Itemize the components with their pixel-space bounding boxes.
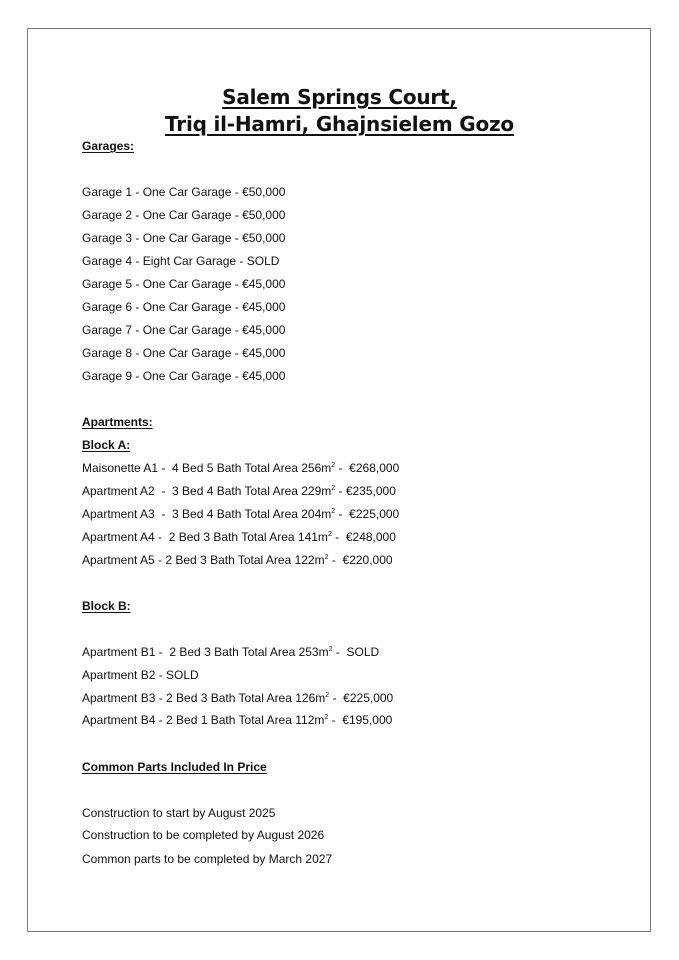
apartment-item: Apartment A3 - 3 Bed 4 Bath Total Area $204m^2$ - €225,000 — [82, 507, 400, 521]
apartment-item: Maisonette A1 - 4 Bed 5 Bath Total Area $256m^2$ - €268,000 — [82, 461, 400, 475]
page-title-line-2: Triq il-Hamri, Ghajnsielem Gozo — [165, 112, 514, 136]
apartment-item: Apartment B1 - 2 Bed 3 Bath Total Area $253m^2$ - SOLD — [82, 645, 380, 659]
garage-item: Garage 7 - One Car Garage - €45,000 — [82, 323, 286, 337]
block-b-heading: Block B: — [82, 599, 131, 613]
apartment-item: Apartment A5 - 2 Bed 3 Bath Total Area $122m^2$ - €220,000 — [82, 553, 393, 567]
apartment-item: Apartment B2 - SOLD — [82, 668, 199, 682]
schedule-item: Common parts to be completed by March 2027 — [82, 852, 333, 866]
apartments-heading: Apartments: — [82, 415, 153, 429]
schedule-item: Construction to be completed by August 2026 — [82, 828, 325, 842]
garage-item: Garage 9 - One Car Garage - €45,000 — [82, 369, 286, 383]
garage-item: Garage 2 - One Car Garage - €50,000 — [82, 208, 286, 222]
apartment-item: Apartment B4 - 2 Bed 1 Bath Total Area $112m^2$ - €195,000 — [82, 713, 393, 727]
common-parts-heading: Common Parts Included In Price — [82, 760, 267, 774]
garages-heading: Garages: — [82, 139, 135, 153]
apartment-item: Apartment B3 - 2 Bed 3 Bath Total Area $126m^2$ - €225,000 — [82, 691, 394, 705]
block-a-heading: Block A: — [82, 438, 131, 452]
garage-item: Garage 4 - Eight Car Garage - SOLD — [82, 254, 280, 268]
page-title-line-1: Salem Springs Court, — [222, 85, 457, 109]
garage-item: Garage 8 - One Car Garage - €45,000 — [82, 346, 286, 360]
garage-item: Garage 6 - One Car Garage - €45,000 — [82, 300, 286, 314]
apartment-item: Apartment A4 - 2 Bed 3 Bath Total Area $141m^2$ - €248,000 — [82, 530, 396, 544]
garage-item: Garage 3 - One Car Garage - €50,000 — [82, 231, 286, 245]
apartment-item: Apartment A2 - 3 Bed 4 Bath Total Area $229m^2$ - €235,000 — [82, 484, 396, 498]
garage-item: Garage 5 - One Car Garage - €45,000 — [82, 277, 286, 291]
page-border — [27, 28, 651, 932]
schedule-item: Construction to start by August 2025 — [82, 806, 276, 820]
garage-item: Garage 1 - One Car Garage - €50,000 — [82, 185, 286, 199]
